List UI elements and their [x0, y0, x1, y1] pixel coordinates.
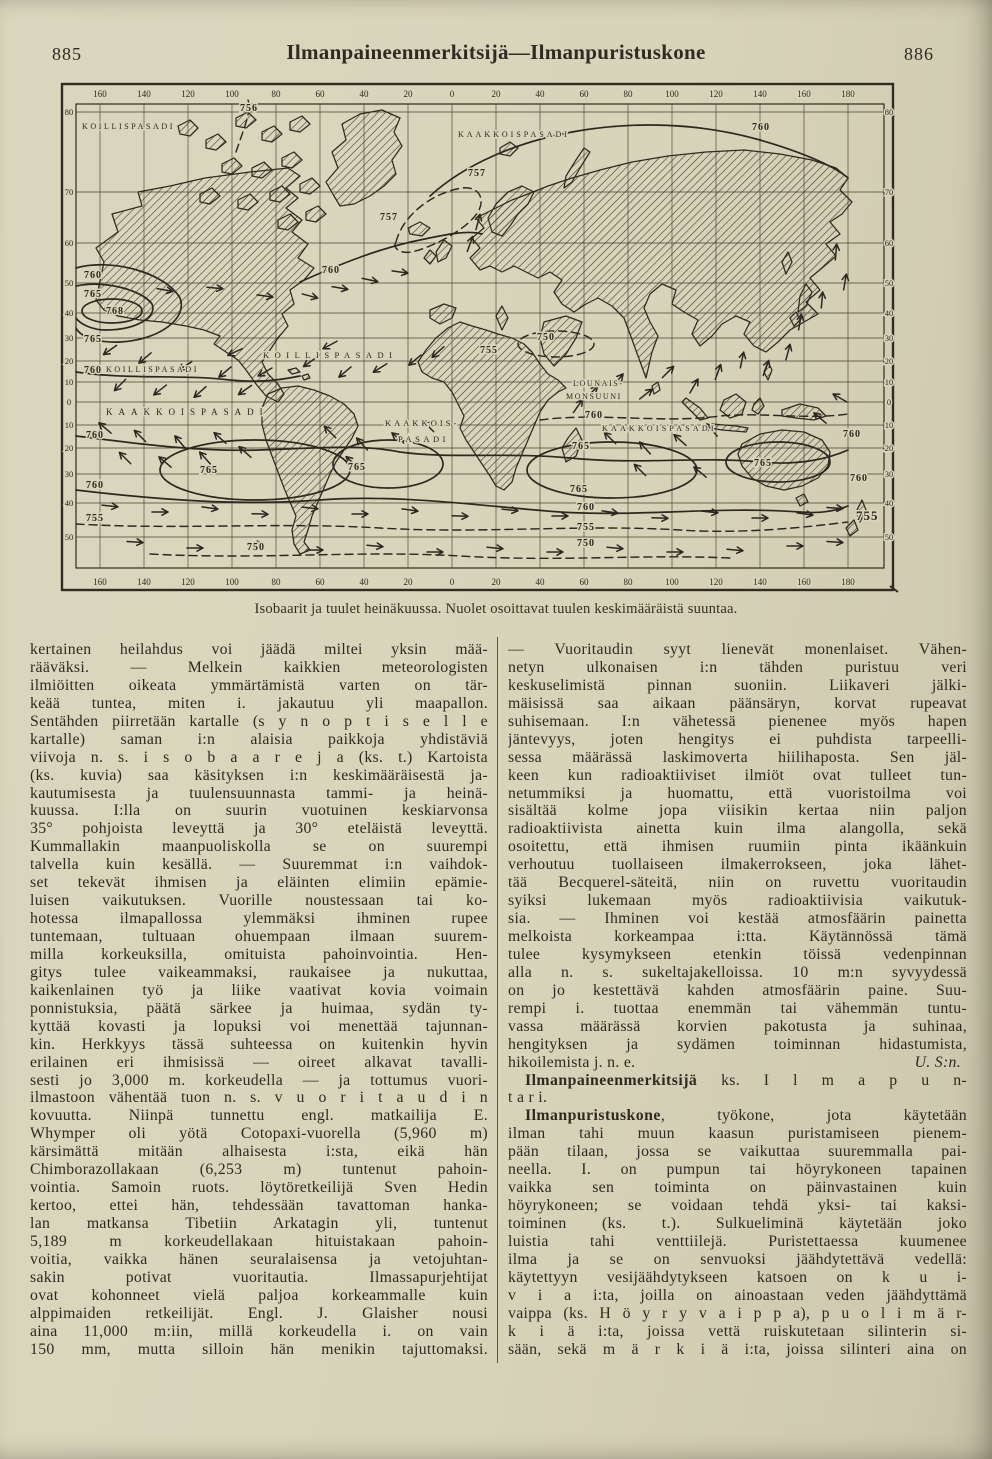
text-line: erilainen eri ihmisissä — oireet alkavat tavalli-: [30, 1053, 488, 1071]
wind-arrow-icon: [187, 545, 203, 551]
text-line: neella. I. on pumpun tai höyrykoneen tapainen: [508, 1161, 967, 1179]
sri-lanka: [652, 382, 660, 394]
wind-arrow-icon: [127, 538, 143, 546]
isobar-label: 765: [84, 334, 102, 345]
tasmania: [796, 494, 808, 506]
text-line: keskuselimistä pinnan suoniin. Liikaveri jälki-: [508, 676, 967, 694]
latitude-tick-label: 60: [884, 238, 894, 248]
wind-arrow-icon: [352, 511, 368, 517]
wind-arrow-icon: [392, 268, 409, 277]
isobar-label: 755: [480, 345, 498, 356]
longitude-tick-label: 60: [315, 577, 325, 587]
isobar-label: 760: [577, 502, 595, 513]
text-line: rempi i. tuottaa enemmän tai vähemmän tuntu-: [508, 999, 967, 1017]
isobar-label: 750: [577, 538, 595, 549]
text-line: aina 11,000 m:iin, millä korkeudella i. on vain: [30, 1322, 488, 1340]
longitude-tick-label: 60: [315, 89, 325, 99]
latitude-tick-label: 30: [884, 469, 894, 479]
text-line: — Vuoritaudin syyt lienevät monenlaiset. Vähen-: [508, 641, 967, 658]
page-number-left: 885: [52, 44, 82, 64]
wind-arrow-icon: [102, 343, 119, 357]
longitude-tick-label: 160: [797, 89, 811, 99]
text-line: ponnistuksia, päätä särkee ja huimaa, sydän ty-: [30, 999, 488, 1017]
wind-arrow-icon: [727, 546, 743, 554]
text-line: kovuutta. Niinpä tunnettu engl. matkailija E.: [30, 1107, 488, 1125]
latitude-tick-label: 10: [884, 420, 894, 430]
isobar-label: 768: [106, 306, 124, 317]
wind-arrow-icon: [402, 506, 419, 515]
wind-arrow-icon: [831, 391, 848, 405]
longitude-tick-label: 40: [535, 577, 545, 587]
wind-arrow-icon: [192, 384, 208, 399]
text-line: kertainen heilahdus voi jäädä miltei yksin mää-: [30, 641, 488, 658]
text-line: rääväksi. — Melkein kaikkien meteorologisten: [30, 658, 488, 676]
wind-arrow-icon: [237, 383, 254, 397]
longitude-tick-label: 0: [449, 89, 455, 99]
map-caption: Isobaarit ja tuulet heinäkuussa. Nuolet osoittavat tuulen keskimääräistä suuntaa.: [254, 601, 738, 617]
isobar-label: 755: [86, 513, 104, 524]
longitude-tick-label: 20: [491, 577, 501, 587]
isobar-label: 757: [380, 212, 398, 223]
text-line: höyrykoneen; se voidaan tehdä yksi- tai kaksi-: [508, 1197, 967, 1215]
text-line: luistia tahi venttiilejä. Puristettaessa kuumenee: [508, 1232, 967, 1250]
longitude-tick-label: 20: [491, 89, 501, 99]
text-line: alla n. s. sukeltajakelloissa. 10 m:n syvyydessä: [508, 963, 967, 981]
latitude-tick-label: 20: [64, 443, 74, 453]
text-line: suhisemaan. I:n vähetessä pienenee myös hapen: [508, 712, 967, 730]
wind-arrow-icon: [827, 538, 843, 546]
latitude-tick-label: 20: [884, 443, 894, 453]
wind-arrow-icon: [737, 352, 747, 369]
text-line: hotessa ilmapallossa ylemmäksi ihminen rupee: [30, 910, 488, 928]
longitude-tick-label: 20: [403, 577, 413, 587]
longitude-tick-label: 80: [623, 577, 633, 587]
latitude-tick-label: 10: [64, 377, 74, 387]
longitude-tick-label: 40: [359, 577, 369, 587]
longitude-tick-label: 140: [753, 577, 767, 587]
latitude-tick-label: 0: [66, 397, 72, 407]
latitude-tick-label: 40: [64, 498, 74, 508]
wind-arrow-icon: [787, 543, 803, 549]
wind-arrow-icon: [332, 283, 349, 292]
text-line: alppimaiden retkeilijät. Engl. J. Glaisher nousi: [30, 1304, 488, 1322]
text-line: ovat kohonneet vielä paljoa korkeammalle kuin: [30, 1286, 488, 1304]
wind-arrow-icon: [783, 343, 793, 360]
wind-arrow-icon: [301, 291, 318, 301]
wind-label: KAAKKOISPASADI: [602, 424, 717, 433]
text-line: ilma ja se on senvuoksi jäähdytettävä vedellä:: [508, 1250, 967, 1268]
isobar-label: 755: [856, 508, 879, 523]
latitude-tick-label: 50: [64, 278, 74, 288]
wind-arrow-icon: [137, 350, 153, 365]
text-line: vaikka sen toiminta on päinvastainen kuin: [508, 1179, 967, 1197]
latitude-tick-label: 30: [884, 333, 894, 343]
text-line: v i a i:ta, joilla on ainoastaan veden jäähdyttämä: [508, 1286, 967, 1304]
text-line: kaikenlainen työ ja liike vaativat kovia voimain: [30, 981, 488, 999]
longitude-tick-label: 100: [225, 577, 239, 587]
wind-label: KAAKKOISPASADI: [106, 407, 269, 417]
latitude-tick-label: 30: [64, 333, 74, 343]
isobar-label: 760: [86, 480, 104, 491]
isobar-label: 765: [84, 289, 102, 300]
isobar-label: 760: [86, 430, 104, 441]
text-line: kin. Herkkyys tässä suhteessa on kuitenkin hyvin: [30, 1035, 488, 1053]
isobar-label: 760: [585, 410, 603, 421]
text-line: keää tuntea, miten i. jakautuu yli maapallon.: [30, 694, 488, 712]
wind-arrow-icon: [307, 547, 323, 553]
sulawesi: [752, 398, 764, 414]
text-line: Whymper oli yötä Cotopaxi-vuorella (5,960 m): [30, 1125, 488, 1143]
text-column-right: [508, 641, 967, 1359]
latitude-tick-label: 50: [884, 532, 894, 542]
text-line: kärsimättä mitään alhaisesta i:sta, eikä hän: [30, 1143, 488, 1161]
text-line: kautumisesta ja tuulensuunnasta tammi- ja heinä-: [30, 784, 488, 802]
text-line: kuussa. I:lla on suurin vuotuinen keskiarvonsa: [30, 802, 488, 820]
longitude-tick-label: 20: [403, 89, 413, 99]
text-line: set tekevät ihmisen ja eläinten elimiin epämie-: [30, 874, 488, 892]
longitude-tick-label: 60: [579, 577, 589, 587]
text-line: t a r i.: [508, 1089, 548, 1107]
wind-arrow-icon: [818, 292, 826, 308]
text-line: tulee kysymykseen etenkin töissä vedenpinnan: [508, 945, 967, 963]
wind-arrow-icon: [372, 361, 389, 375]
text-line: hengityksen ja sydämen toiminnan hidastumista,: [508, 1035, 967, 1053]
text-line: sesti jo 3,000 m. korkeudella — ja tottumus vuori-: [30, 1071, 488, 1089]
text-line: jäntevyys, joten hengitys ei puhdista tarpeelli-: [508, 730, 967, 748]
text-line: netyn ulkonaisen i:n tähden puristuu veri: [508, 658, 967, 676]
latitude-tick-label: 10: [884, 377, 894, 387]
wind-arrow-icon: [452, 513, 468, 520]
longitude-tick-label: 80: [271, 89, 281, 99]
latitude-tick-label: 20: [64, 356, 74, 366]
longitude-tick-label: 140: [137, 577, 151, 587]
text-line: talvella kuin kesällä. — Suuremmat i:n vaihdok-: [30, 856, 488, 874]
longitude-tick-label: 40: [535, 89, 545, 99]
isobar-label: 760: [322, 265, 340, 276]
wind-arrow-icon: [152, 509, 168, 515]
text-line: kartalle) saman i:n alaisia paikkoja yhdistäviä: [30, 730, 488, 748]
wind-label: KOILLISPASADI: [263, 350, 398, 360]
text-line: tää Becquerel-säteitä, niin on ruvettu vuoritaudin: [508, 874, 967, 892]
longitude-tick-label: 140: [137, 89, 151, 99]
text-line: sia. — Ihminen voi kestää atmosfäärin painetta: [508, 910, 967, 928]
eurasia: [470, 150, 852, 378]
isobar-label: 755: [577, 522, 595, 533]
latitude-tick-label: 80: [884, 107, 894, 117]
text-line: kertoo, ettei hän, tehdessään tavattoman hanka-: [30, 1197, 488, 1215]
wind-label: KAAKKOIS-: [385, 418, 460, 428]
text-line: osoitettu, että ihmisen ruumiin pinta ikäänkuin: [508, 838, 967, 856]
text-line: Ilmanpaineenmerkitsijä ks. I l m a p u n-: [525, 1071, 967, 1089]
wind-arrow-icon: [152, 383, 169, 398]
wind-arrow-icon: [797, 510, 814, 519]
text-line: vassa määrässä korvien pakotusta ja suhinaa,: [508, 1017, 967, 1035]
weather-map: [0, 0, 992, 625]
longitude-tick-label: 0: [449, 577, 455, 587]
wind-arrow-icon: [712, 363, 723, 380]
isobar-label: 765: [348, 462, 366, 473]
longitude-tick-label: 40: [359, 89, 369, 99]
sumatra: [682, 398, 708, 420]
wind-arrow-icon: [217, 364, 233, 379]
text-line: gitys tulee vaikeammaksi, raukaisee ja nukuttaa,: [30, 963, 488, 981]
wind-arrow-icon: [638, 387, 655, 402]
latitude-tick-label: 80: [64, 107, 74, 117]
text-line: 150 mm, mutta silloin hän menikin tajuttomaksi.: [30, 1340, 488, 1358]
page-title: Ilmanpaineenmerkitsijä—Ilmanpuristuskone: [286, 40, 706, 64]
text-line: 35° pohjoista leveyttä ja 30° eteläistä leveyttä.: [30, 820, 488, 838]
text-line: vaippa (ks. H ö y r y v a i p p a), p u o l i m ä r-: [508, 1304, 967, 1322]
isobar-label: 765: [754, 458, 772, 469]
text-line: Sentähden piirretään kartalle (s y n o p t i s e l l e: [30, 712, 488, 730]
isobar-label: 757: [468, 168, 486, 179]
wind-arrow-icon: [252, 511, 268, 518]
wind-arrow-icon: [202, 504, 219, 513]
longitude-tick-label: 100: [665, 577, 679, 587]
text-line: viivoja n. s. i s o b a a r e j a (ks. t.) Kartoista: [30, 748, 488, 766]
latitude-tick-label: 30: [64, 469, 74, 479]
text-line: melkoista korkeampaa i:tta. Käytännössä tämä: [508, 928, 967, 945]
text-line: sakin potivat vuoritautia. Ilmassapurjehtijat: [30, 1268, 488, 1286]
text-line: kyttää kovasti ja lopuksi voi menettää tajunnan-: [30, 1017, 488, 1035]
isobar-label: 750: [247, 542, 265, 553]
text-line: netummiksi ja huomattu, että vuoristoilma voi: [508, 784, 967, 802]
text-line: toiminen (ks. t.). Sulkueliminä käytetään joko: [508, 1215, 967, 1232]
text-line: ilmastoon vähentää tuon n. s. v u o r i t a u d i n: [30, 1089, 488, 1107]
text-line: ilman tahi muun kaasun puristamiseen pienem-: [508, 1125, 967, 1143]
wind-arrow-icon: [132, 428, 148, 444]
isobar-label: 750: [537, 332, 555, 343]
text-line: vointia. Samoin ruots. löytöretkeilijä Sven Hedin: [30, 1179, 488, 1197]
wind-arrow-icon: [112, 377, 128, 393]
text-line: Kummallakin maanpuoliskolla se on suurempi: [30, 838, 488, 856]
wind-label: MONSUUNI: [566, 392, 622, 401]
wind-label: PASADI: [398, 434, 449, 444]
wind-arrow-icon: [487, 544, 503, 552]
isobar-label: 760: [850, 473, 868, 484]
italy: [496, 306, 508, 330]
longitude-tick-label: 120: [709, 89, 723, 99]
text-line: lan matkansa Tibetiin Arkatagin yli, tuntenut: [30, 1215, 488, 1232]
isobar-label: 765: [200, 465, 218, 476]
longitude-tick-label: 120: [181, 577, 195, 587]
text-line: luisen vaikutuksen. Vuorille noustessaan tai ko-: [30, 892, 488, 910]
text-line: Ilmanpuristuskone, työkone, jota käytetään: [525, 1107, 967, 1125]
latitude-tick-label: 70: [64, 187, 74, 197]
text-line: k i ä i:ta, joissa vettä ruiskutetaan silinterin si-: [508, 1322, 967, 1340]
longitude-tick-label: 120: [709, 577, 723, 587]
wind-arrow-icon: [660, 364, 676, 380]
wind-label: LOUNAIS-: [573, 379, 624, 388]
ireland: [424, 250, 436, 264]
isobar-label: 760: [843, 429, 861, 440]
wind-arrow-icon: [547, 549, 563, 555]
wind-arrow-icon: [197, 450, 212, 466]
longitude-tick-label: 80: [623, 89, 633, 99]
south-america: [262, 386, 358, 554]
text-line: 5,189 m korkeudellakaan hituistakaan pahoin-: [30, 1232, 488, 1250]
latitude-tick-label: 40: [884, 308, 894, 318]
longitude-tick-label: 100: [665, 89, 679, 99]
greenland: [326, 110, 402, 206]
wind-arrow-icon: [117, 450, 133, 466]
wind-arrow-icon: [652, 515, 668, 522]
isobar-label: 760: [752, 122, 770, 133]
latitude-tick-label: 70: [884, 187, 894, 197]
latitude-tick-label: 50: [64, 532, 74, 542]
latitude-tick-label: 40: [884, 498, 894, 508]
isobar-label: 760: [84, 270, 102, 281]
text-line: hikoilemista j. n. e. U. S:n.: [508, 1053, 961, 1071]
latitude-tick-label: 10: [64, 420, 74, 430]
text-line: ilmiöitten oikeata ymmärtämistä varten on tär-: [30, 676, 488, 694]
longitude-tick-label: 60: [579, 89, 589, 99]
longitude-tick-label: 120: [181, 89, 195, 99]
wind-arrow-icon: [552, 513, 568, 519]
text-line: radioaktiivista ainetta kuin ilma alangolla, sekä: [508, 820, 967, 838]
longitude-tick-label: 160: [93, 89, 107, 99]
text-line: Chimborazollakaan (6,253 m) tuntenut pahoin-: [30, 1161, 488, 1179]
wind-arrow-icon: [602, 508, 619, 517]
latitude-tick-label: 40: [64, 308, 74, 318]
wind-arrow-icon: [632, 462, 648, 478]
longitude-tick-label: 160: [797, 577, 811, 587]
text-line: käytettyyn vesijäähdytykseen katsoen on k u i-: [508, 1268, 967, 1286]
text-line: pään tilaan, jossa se vaikuttaa suuremmalla pai-: [508, 1143, 967, 1161]
text-line: milla korkeuksilla, omituista pahoinvointia. Hen-: [30, 945, 488, 963]
longitude-tick-label: 100: [225, 89, 239, 99]
longitude-tick-label: 80: [271, 577, 281, 587]
wind-arrow-icon: [237, 444, 253, 459]
wind-arrow-icon: [672, 432, 688, 447]
wind-label: KOILLISPASADI: [82, 122, 176, 131]
isobar-label: 765: [570, 484, 588, 495]
iceland: [408, 222, 430, 236]
longitude-tick-label: 180: [841, 89, 855, 99]
wind-arrow-icon: [667, 549, 683, 555]
latitude-tick-label: 0: [886, 397, 892, 407]
wind-arrow-icon: [607, 544, 623, 552]
text-line: verhoutuu tuollaiseen ilmakerrokseen, joka lähet-: [508, 856, 967, 874]
text-line: syiksi lukemaan myös radioaktiivisia vaikutuk-: [508, 892, 967, 910]
text-line: sisältää kolme jopa viisikin kertaa niin paljon: [508, 802, 967, 820]
text-line: mäisissä saa aikaan päänsäryn, korvat rupeavat: [508, 694, 967, 712]
wind-label: KOILLISPASADI: [106, 365, 200, 374]
wind-arrow-icon: [687, 377, 701, 394]
isobar-label: 756: [240, 103, 258, 114]
longitude-tick-label: 160: [93, 577, 107, 587]
latitude-tick-label: 60: [64, 238, 74, 248]
wind-arrow-icon: [337, 364, 353, 379]
text-line: tuntemaan, tultuaan ohuempaan ilmaan suurem-: [30, 928, 488, 945]
page-number-right: 886: [904, 44, 934, 64]
isobar-label: 760: [84, 365, 102, 376]
text-line: on jo kestettävä kahden atmosfäärin paine. Suu-: [508, 981, 967, 999]
column-divider: [497, 637, 498, 1363]
longitude-tick-label: 140: [753, 89, 767, 99]
text-line: voitia, vaikka hänen seuralaisensa ja vetojuhtan-: [30, 1250, 488, 1268]
longitude-tick-label: 180: [841, 577, 855, 587]
text-line: sään, sekä m ä r k i ä i:ta, joissa silinteri aina on: [508, 1340, 967, 1358]
latitude-tick-label: 50: [884, 278, 894, 288]
text-column-left: [30, 641, 488, 1359]
wind-arrow-icon: [367, 542, 383, 550]
text-line: (ks. kuvia) saa käsityksen i:n keskimääräisestä ja-: [30, 766, 488, 784]
wind-label: KAAKKOISPASADI: [458, 130, 570, 139]
isobar-label: 765: [572, 441, 590, 452]
latitude-tick-label: 20: [884, 356, 894, 366]
text-line: sessa määrässä laskimoverta hiilihaposta. Sen jäl-: [508, 748, 967, 766]
text-line: keen kun radioaktiiviset ilmiöt ovat tulleet tun-: [508, 766, 967, 784]
